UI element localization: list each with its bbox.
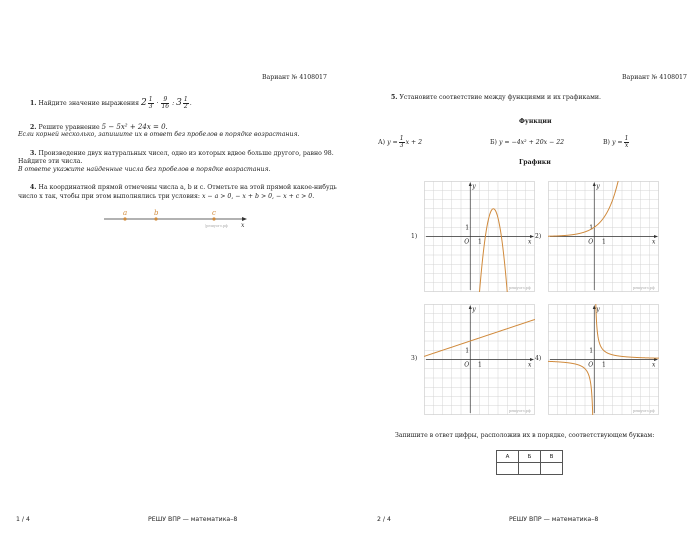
footer-title: РЕШУ ВПР — математика–8 <box>509 516 599 523</box>
watermark: |решуогэ.рф <box>205 224 228 228</box>
answer-prompt: Запишите в ответ цифры, расположив их в порядке, соответствующем буквам: <box>395 432 655 439</box>
answer-cell-a[interactable] <box>497 463 519 475</box>
watermark: решуогэ.рф <box>633 409 655 413</box>
fraction: $\frac{1}{x}$ <box>624 135 629 149</box>
task-1 <box>30 97 192 110</box>
answer-table <box>496 450 563 475</box>
answer-header-c: В <box>541 451 563 463</box>
graph-3 <box>424 304 535 415</box>
point-a <box>123 217 126 220</box>
y-axis-label: y <box>472 183 476 190</box>
graph-label-4: 4) <box>535 355 542 362</box>
origin-label: O <box>588 361 594 369</box>
answer-cell-c[interactable] <box>541 463 563 475</box>
unit-x-label: 1 <box>478 361 482 369</box>
task-2-note: Если корней несколько, запишите их в ответ без пробелов в порядке возрастания. <box>18 131 300 138</box>
axis-label: x <box>241 222 245 229</box>
x-axis-label: x <box>652 238 656 246</box>
graph-1 <box>424 181 535 292</box>
task-4-line-2: число x так, чтобы при этом выполнялись три условия: x − a > 0, − x + b > 0, − x + c > 0. <box>18 193 315 200</box>
fraction: $\frac{9}{16}$ <box>161 96 170 110</box>
origin-label: O <box>464 238 470 246</box>
function-c: В) y = $\frac{1}{x}$ <box>603 135 629 149</box>
unit-x-label: 1 <box>478 238 482 246</box>
task-3-line-2: Найдите эти числа. <box>18 158 83 165</box>
task-text: Произведение двух натуральных чисел, одно из которых вдвое больше другого, равно 98. <box>38 150 334 157</box>
task-3-note: В ответе укажите найденные числа без пробелов в порядке возрастания. <box>18 166 271 173</box>
unit-y-label: 1 <box>465 224 470 232</box>
graphs-title: Графики <box>519 159 551 166</box>
unit-x-label: 1 <box>602 361 606 369</box>
page-counter: 1 / 4 <box>16 516 30 523</box>
x-axis-label: x <box>528 361 532 369</box>
unit-y-label: 1 <box>465 347 470 355</box>
whole-part: 3 <box>176 98 182 109</box>
task-text: Найдите значение выражения <box>38 100 140 107</box>
task-number: 3. <box>30 150 37 157</box>
task-4 <box>30 184 337 191</box>
task-text: На координатной прямой отмечены числа a, b и c. Отметьте на этой прямой какое-нибудь <box>38 184 337 191</box>
function-a: А) y = $\frac{1}{3}$ x + 2 <box>378 135 423 149</box>
point-c <box>212 217 215 220</box>
label-c: c <box>212 209 216 217</box>
x-axis-label: x <box>528 238 532 246</box>
y-axis-label: y <box>596 183 600 190</box>
watermark: решуогэ.рф <box>509 286 531 290</box>
unit-y-label: 1 <box>589 224 594 232</box>
watermark: решуогэ.рф <box>633 286 655 290</box>
answer-cell-b[interactable] <box>519 463 541 475</box>
conditions: x − a > 0, − x + b > 0, − x + c > 0. <box>201 193 315 200</box>
label-b: b <box>154 209 159 217</box>
task-number: 5. <box>391 94 398 101</box>
functions-title: Функции <box>519 118 552 125</box>
page-2 <box>349 0 698 537</box>
unit-x-label: 1 <box>602 238 606 246</box>
point-b <box>154 217 157 220</box>
task-text: Решите уравнение <box>38 124 100 131</box>
answer-header-a: А <box>497 451 519 463</box>
fraction: $\frac{1}{2}$ <box>183 96 188 110</box>
task-3 <box>30 150 334 157</box>
operator: · <box>156 100 159 107</box>
task-number: 4. <box>30 184 37 191</box>
y-axis-label: y <box>596 306 600 313</box>
y-axis-label: y <box>472 306 476 313</box>
task-number: 2. <box>30 124 37 131</box>
whole-part: 2 <box>140 98 147 109</box>
label-a: a <box>123 209 128 217</box>
origin-label: O <box>588 238 594 246</box>
equation: 5 − 5x² + 24x = 0. <box>101 123 168 131</box>
fraction: $\frac{1}{3}$ <box>148 96 153 110</box>
graph-label-3: 3) <box>411 355 418 362</box>
page-counter: 2 / 4 <box>377 516 391 523</box>
x-axis-label: x <box>652 361 656 369</box>
operator: : <box>172 100 175 107</box>
origin-label: O <box>464 361 470 369</box>
function-b: Б) y = −4x² + 20x − 22 <box>490 139 565 146</box>
unit-y-label: 1 <box>589 347 594 355</box>
variant-number: Вариант № 4108017 <box>622 74 687 81</box>
graph-4 <box>548 304 659 415</box>
footer-title: РЕШУ ВПР — математика–8 <box>148 516 238 523</box>
task-number: 1. <box>30 100 37 107</box>
graph-label-2: 2) <box>535 233 542 240</box>
task-5 <box>391 94 601 101</box>
watermark: решуогэ.рф <box>509 409 531 413</box>
variant-number: Вариант № 4108017 <box>262 74 327 81</box>
arrow-icon <box>242 217 247 221</box>
number-line <box>100 205 250 231</box>
graph-label-1: 1) <box>411 233 418 240</box>
expression: 2 $\frac{1}{3}$ · $\frac{9}{16}$ : 3 $\frac{1}{2}$ . <box>140 96 192 110</box>
answer-header-b: Б <box>519 451 541 463</box>
task-text: Установите соответствие между функциями и их графиками. <box>399 94 601 101</box>
fraction: $\frac{1}{3}$ <box>399 135 404 149</box>
graph-2 <box>548 181 659 292</box>
